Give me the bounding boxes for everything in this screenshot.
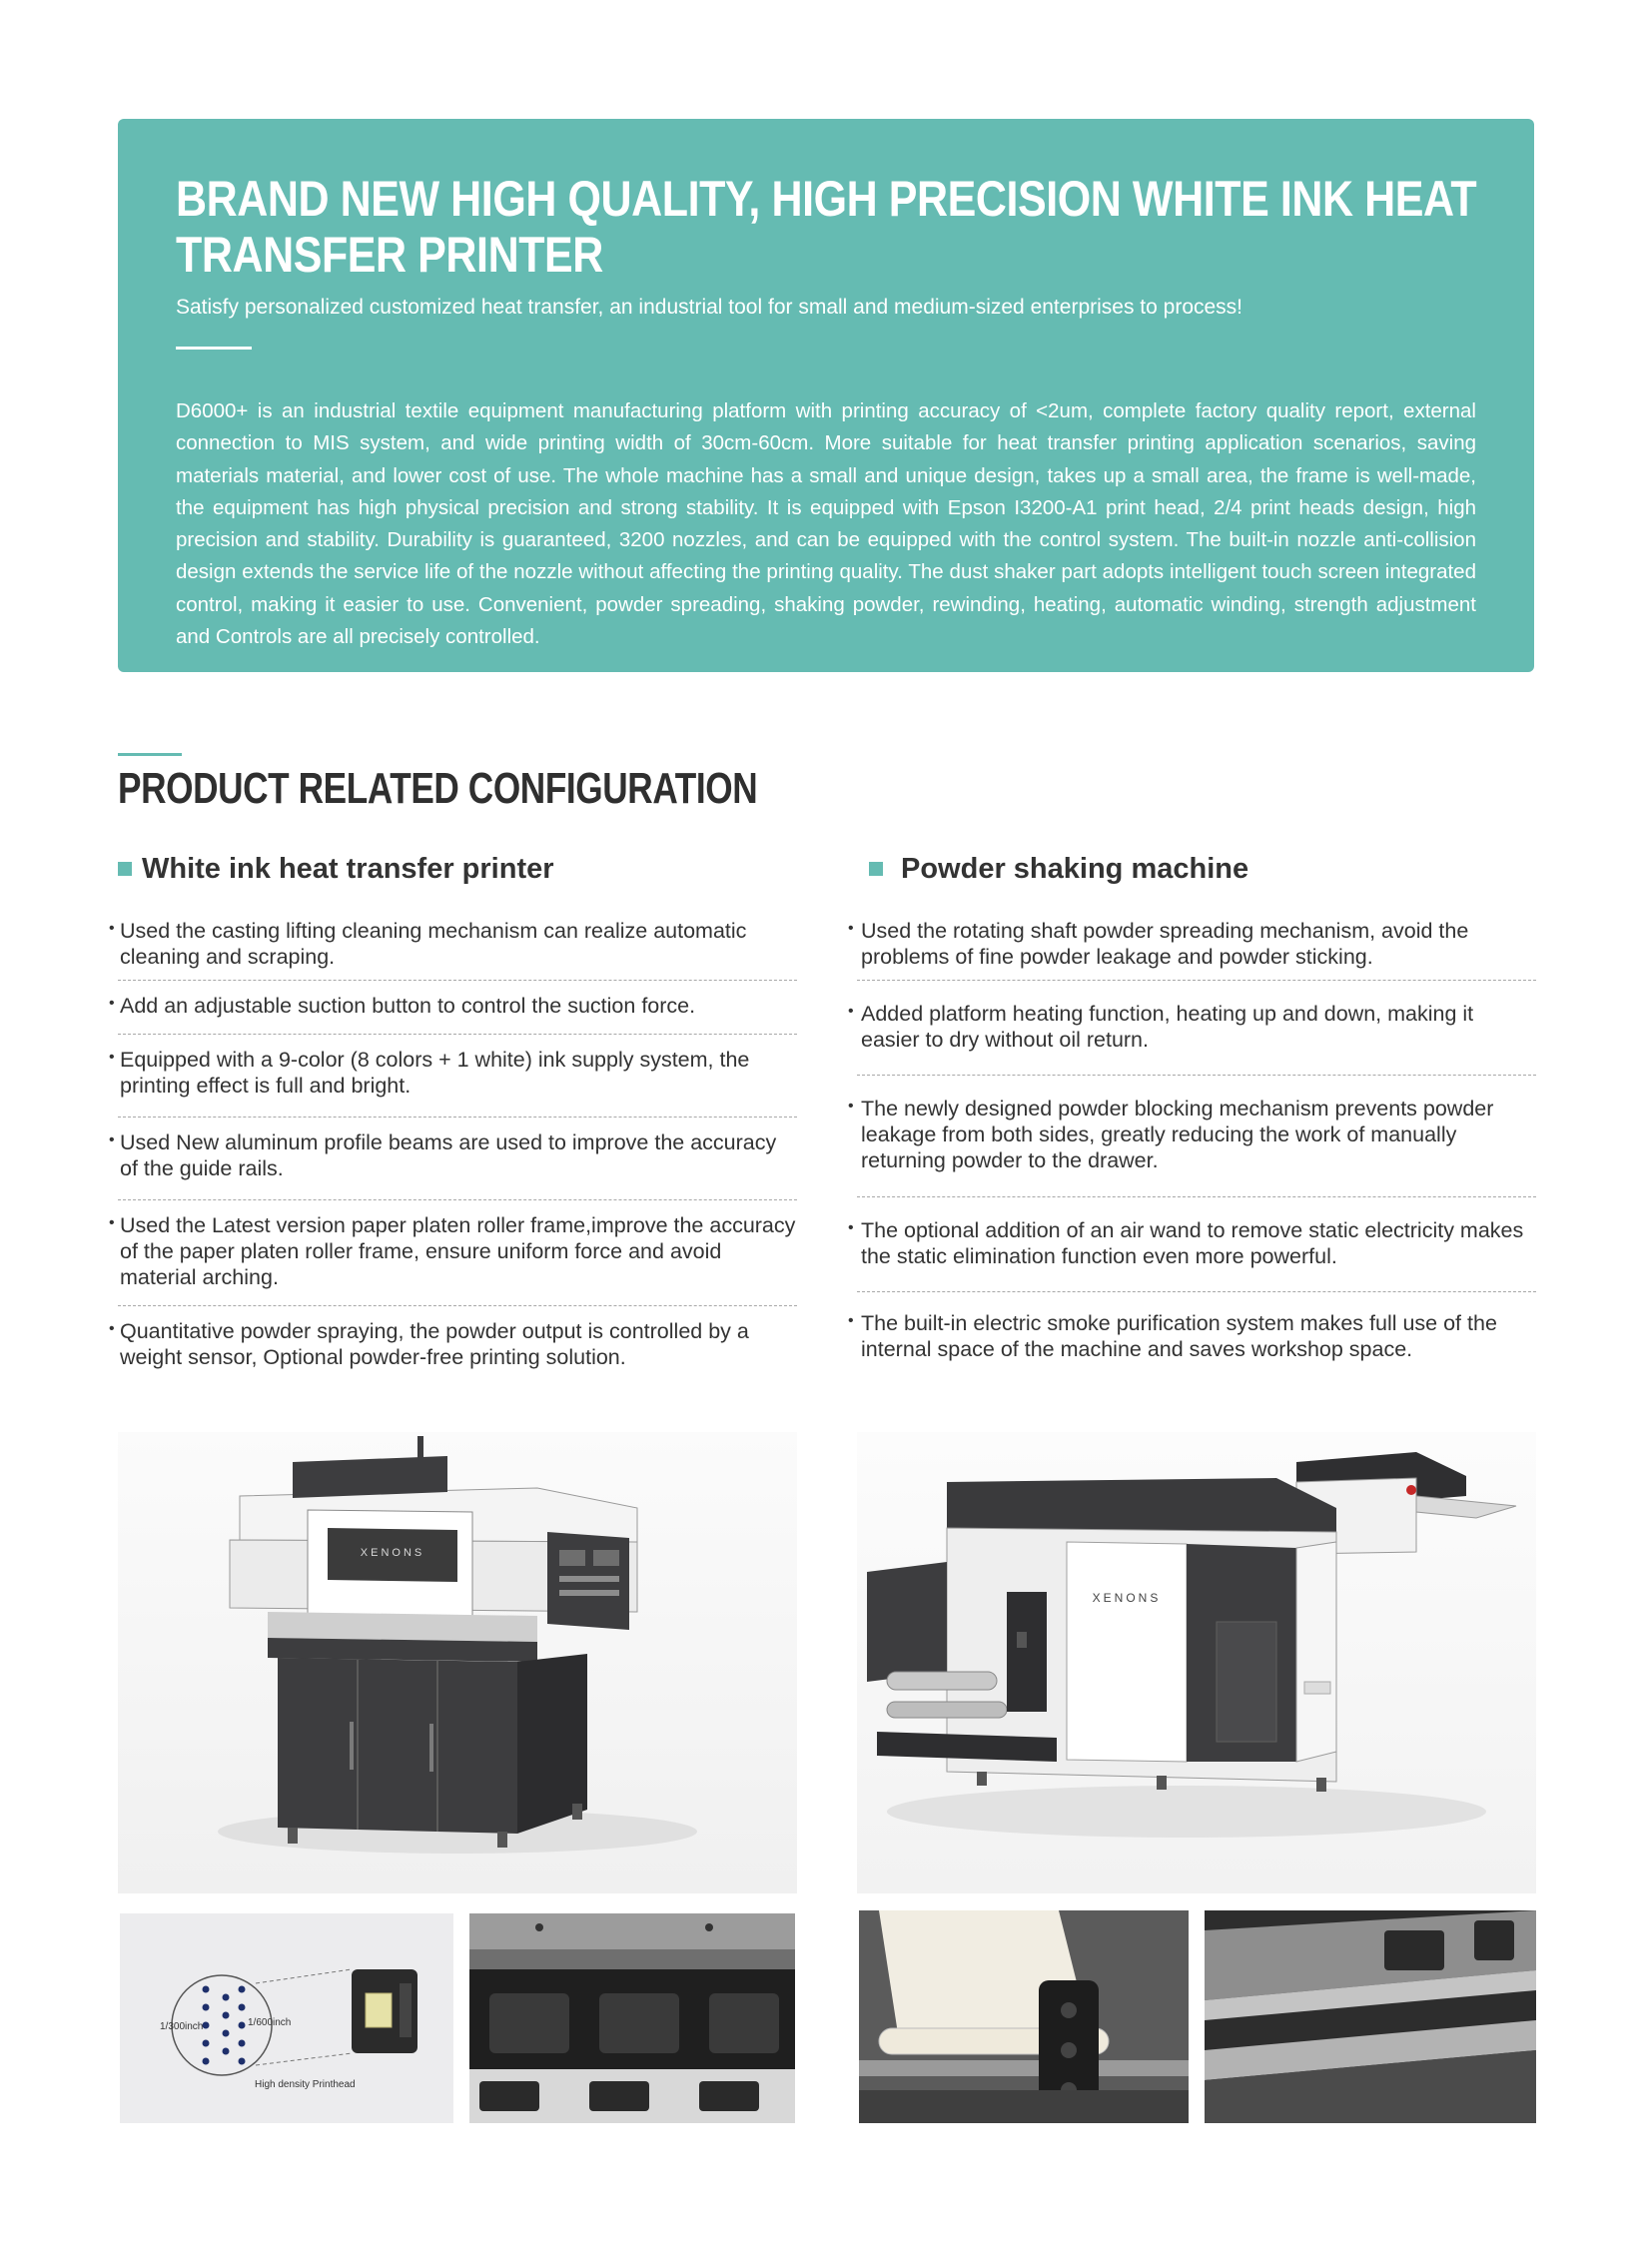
list-item: • Added platform heating function, heating up and down, making it easier to dry without oil return. [857,1001,1536,1076]
shaker-brand-logo: XENONS [1092,1591,1162,1605]
shaker-feature-list [848,918,1536,1370]
bullet-icon: • [848,1312,854,1329]
printhead-caption: High density Printhead [255,2079,356,2090]
list-item: • Equipped with a 9-color (8 colors + 1 white) ink supply system, the printing effect is full and bright. [118,1047,797,1118]
printer-heading-text: White ink heat transfer printer [142,852,554,885]
white-ink-printer-image [118,1432,797,1893]
bullet-icon: • [848,1219,854,1236]
bullet-icon: • [109,1214,115,1231]
bullet-icon: • [848,1098,854,1115]
print-carriage-detail-image [469,1913,795,2123]
hero-subtitle: Satisfy personalized customized heat transfer, an industrial tool for small and medium-sized enterprises to process! [176,296,1243,319]
bullet-icon: • [109,1320,115,1337]
list-item: • The optional addition of an air wand to remove static electricity makes the static elimination function even more powerful. [857,1217,1536,1292]
printer-brand-logo: XENONS [360,1547,425,1559]
printer-feature-column [109,849,797,1378]
bullet-icon: • [109,1049,115,1066]
square-bullet-icon [118,862,132,876]
hero-banner [118,119,1534,672]
bullet-icon: • [848,920,854,937]
powder-shaking-machine-image [857,1432,1536,1893]
printer-feature-list [109,918,797,1378]
shaker-feature-column [848,849,1536,1370]
frame-rail-detail-image [1205,1910,1536,2123]
list-item: • Add an adjustable suction button to control the suction force. [118,993,797,1035]
list-item: • The newly designed powder blocking mechanism prevents powder leakage from both sides, greatly reducing the work of manually returning powder to the drawer. [857,1096,1536,1197]
section-accent-line [118,753,182,756]
list-item: • Used the Latest version paper platen roller frame,improve the accuracy of the paper platen roller frame, ensure uniform force and avoid material arching. [118,1212,797,1306]
printhead-diagram-image [120,1913,453,2123]
shaker-heading-text: Powder shaking machine [901,852,1249,885]
hero-title: BRAND NEW HIGH QUALITY, HIGH PRECISION WHITE INK HEAT TRANSFER PRINTER [176,171,1477,283]
hero-divider [176,347,252,350]
list-item: • Quantitative powder spraying, the powder output is controlled by a weight sensor, Optional powder-free printing solution. [118,1318,797,1378]
list-item: • Used New aluminum profile beams are used to improve the accuracy of the guide rails. [118,1129,797,1200]
bullet-icon: • [109,920,115,937]
section-title: PRODUCT RELATED CONFIGURATION [118,764,758,813]
powder-roller-detail-image [859,1910,1189,2123]
hero-description: D6000+ is an industrial textile equipment manufacturing platform with printing accuracy of <2um, complete factory quality report, external connection to MIS system, and wide printing width of 30cm-60cm. More suitable for heat transfer printing application scenarios, saving materials material, and lower cost of use. The whole machine has a small and unique design, takes up a small area, the frame is well-made, the equipment has high physical precision and strong stability. It is equipped with Epson I3200-A1 print head, 2/4 print heads design, high precision and stability. Durability is guaranteed, 3200 nozzles, and can be equipped with the control system. The built-in nozzle anti-collision design extends the service life of the nozzle without affecting the printing quality. The dust shaker part adopts intelligent touch screen integrated control, making it easier to use. Convenient, powder spreading, shaking powder, rewinding, heating, automatic winding, strength adjustment and Controls are all precisely controlled. [176,399,1476,649]
printer-heading [118,849,797,889]
bullet-icon: • [848,1003,854,1020]
square-bullet-icon [869,862,883,876]
list-item: • Used the rotating shaft powder spreading mechanism, avoid the problems of fine powder leakage and powder sticking. [857,918,1536,981]
list-item: • Used the casting lifting cleaning mechanism can realize automatic cleaning and scraping. [118,918,797,981]
pitch-300-label: 1/300inch [160,2021,204,2032]
list-item: • The built-in electric smoke purification system makes full use of the internal space of the machine and saves workshop space. [857,1310,1536,1370]
bullet-icon: • [109,1131,115,1148]
shaker-heading [857,849,1536,889]
bullet-icon: • [109,995,115,1012]
pitch-600-label: 1/600inch [248,2017,292,2028]
